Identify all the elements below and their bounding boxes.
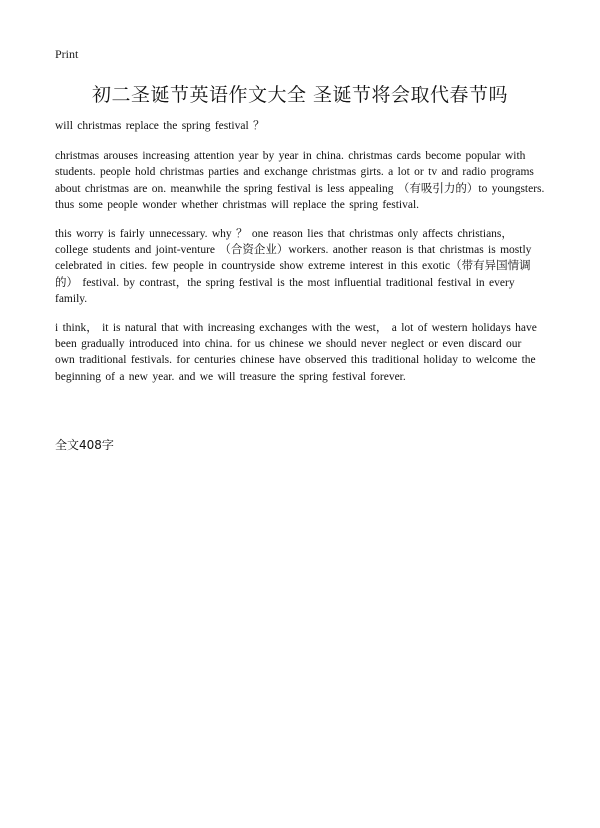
article-paragraph-question: will christmas replace the spring festival ？ [55, 120, 265, 132]
article-body [55, 118, 545, 398]
article-title: 初二圣诞节英语作文大全 圣诞节将会取代春节吗 [91, 84, 509, 106]
article-paragraph-3: i think， it is natural that with increasing exchanges with the west， a lot of western holidays have been gradually introduced into china. for us chinese we should never neglect or even discard our own traditional festivals. for centuries chinese have observed this traditional holiday to welcome the beginning of a new year. and we will treasure the spring festival forever. [55, 322, 537, 383]
word-count: 全文408字 [55, 438, 114, 452]
article-paragraph-2: this worry is fairly unnecessary. why ？ one reason lies that christmas only affects christians， college students and joint-venture （合资企业）workers. another reason is that christmas is mostly celebrated in cities. few people in countryside show extreme interest in this exotic（带有异国情调的） festival. by contrast，the spring festival is the most influential traditional festival in every family. [55, 228, 532, 305]
print-label: Print [55, 47, 79, 61]
article-paragraph-1: christmas arouses increasing attention year by year in china. christmas cards become popular with students. people hold christmas parties and exchange christmas girts. a lot or tv and radio programs about christmas are on. meanwhile the spring festival is less appealing （有吸引力的）to youngsters. thus some people wonder whether christmas will replace the spring festival. [55, 150, 545, 211]
